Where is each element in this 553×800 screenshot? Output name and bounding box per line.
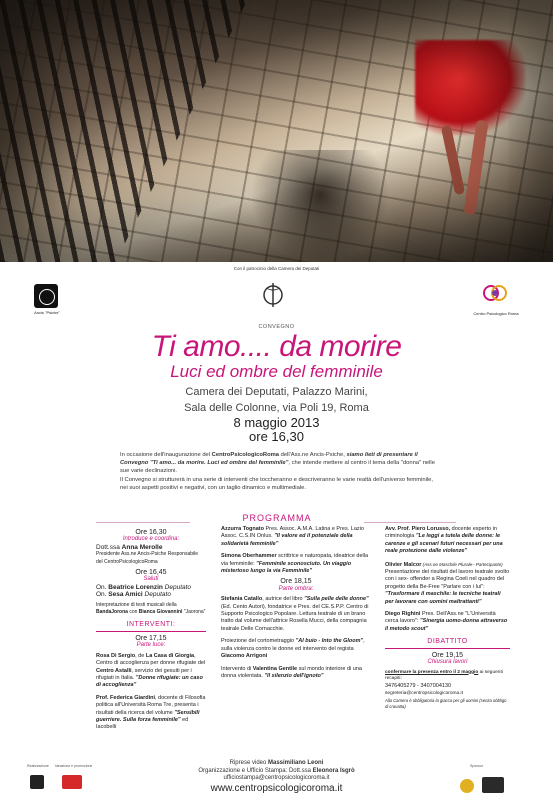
patronage-text: Con il patrocinio della Camera dei Deputati <box>233 266 320 271</box>
rsvp-phone: 3476405279 - 3407004130 <box>385 682 452 689</box>
convegno-label: CONVEGNO <box>258 324 295 330</box>
music-note: Interpretazione di testi musicali della BandaJorona con Bianca Giovannini "Jaorona" <box>96 601 206 616</box>
ancis-logo-icon <box>34 284 58 308</box>
subtitle: Luci ed ombre del femminile <box>170 362 383 381</box>
speaker-block: Rosa Di Sergio, de La Casa di Giorgia, Centro di accoglienza per donne rifugiate del Centro Astalli, servizio dei gesuiti per i rifugiati in Italia. "Donne rifugiate: un caso di accoglienza" <box>96 652 206 689</box>
interventi-heading: INTERVENTI: <box>126 621 176 629</box>
cpr-label: Centro Psicologico Roma <box>473 311 519 316</box>
speaker: On. Beatrice Lorenzin Deputato <box>96 583 192 591</box>
intro-paragraph: Il Convegno si strutturerà in una serie di interventi che toccheranno e descriveranno le varie realtà dell'universo femminile, nei suoi aspetti positivi e negativi, con un taglio dinamico e multimediale. <box>120 477 434 491</box>
press-credit: Organizzazione e Ufficio Stampa: Dott.ssa Eleonora Isgrò <box>198 767 355 774</box>
rsvp-email[interactable]: segreteria@centropsicologicoroma.it <box>385 690 463 696</box>
ideazione-label: Ideazione e promozione <box>55 764 93 768</box>
vignette <box>0 0 553 262</box>
press-email[interactable]: ufficiostampa@centropsicologicoroma.it <box>223 775 330 781</box>
sponsor-label: Sponsor <box>470 764 484 768</box>
time-slot: Ore 17,15 <box>135 634 167 642</box>
section-label: Saluti <box>143 576 159 583</box>
section-label: Introduce e coordina: <box>122 536 180 543</box>
intro-text <box>120 451 436 493</box>
speaker-block: Diego Righini Pres. Dell'Ass.ne "L'Università cerca lavoro": "Sinergia uomo-donna attraverso il metodo scout" <box>385 611 508 632</box>
speaker-block: Azzurra Tognato Pres. Assoc. A.M.A. Latina e Pres. Lazio Assoc. C.S.IN Onlus. "Il valore ed il potenziale della solidarietà femminile" <box>221 526 364 547</box>
section-label: Chiusura lavori <box>427 659 468 666</box>
time-slot: Ore 16,45 <box>135 569 167 577</box>
speaker: Dott.ssa Anna Merolle <box>96 543 163 551</box>
event-date <box>0 416 553 444</box>
time-line: ore 16,30 <box>249 429 304 444</box>
dibattito-heading: DIBATTITO <box>427 638 468 646</box>
speaker-role: Presidente Ass.ne Ancis-Psiche Responsabile del CentroPsicologicoRoma <box>96 551 199 565</box>
speaker-block: Olivier Malcor (Ass.ne Maschile Plurale– Partecipante) Presentazione dei risultati del lavoro teatrale svolto con i sex- offender a Regina Coeli nel quadro del progetto della Be-Free "Parlare con i lui": "Trasformare il maschile: le tecniche teatrali per lavorare con uomini maltrattanti" <box>385 561 510 605</box>
ancis-label: Ancis "Psiche" <box>34 310 60 315</box>
speaker-block: Avv. Prof. Piero Lorusso, docente esperto in criminologia "Le leggi a tutela delle donne: le carenze e gli scenari futuri necessari per una reale protezione dalle violenze" <box>385 526 503 555</box>
intro-paragraph: In occasione dell'inaugurazione del CentroPsicologicoRoma dell'Ass.ne Ancis-Psiche, siamo lieti di presentare il Convegno "Ti amo... da morire. Luci ed ombre del femminile", che intende mettere al centro il tema della "donna" nelle sue varie declinazioni. <box>120 452 435 474</box>
header-photo <box>0 0 553 262</box>
speaker-block: Intervento di Valentina Gentile sul mondo interiore di una donna violentata. "Il silenzio dell'ignoto" <box>221 665 362 679</box>
program-column-2 <box>221 526 371 680</box>
section-label: Parte ombra: <box>278 585 314 592</box>
video-credit: Riprese video Massimiliano Leoni <box>229 760 324 766</box>
rsvp: confermare la presenza entro il 2 maggio ai seguenti recapiti: <box>385 669 503 681</box>
date-line: 8 maggio 2013 <box>233 415 320 430</box>
main-title: Ti amo.... da morire <box>151 330 402 363</box>
speaker-block: Stefania Catallo, autrice del libro "Sulla pelle delle donne" (Ed. Cento Autori), fondatrice e Pres. del CE.S.P.P. Centro di Supporto Psicologico Popolare. Lettura teatrale di un brano tratto dal volume dell'attrice Rosella Mucci, della compagnia teatrale Delle Cornacchie. <box>221 596 369 632</box>
time-slot: Ore 16,30 <box>135 529 167 536</box>
sponsor-logo-icon <box>460 779 474 793</box>
camera-deputati-logo-icon <box>258 280 288 310</box>
program-column-3 <box>385 526 510 709</box>
speaker-block: Simona Oberhammer scrittrice e naturopata, ideatrice della via femminile: "Femminile sconosciuto. Un viaggio misterioso lungo la via Femminile" <box>221 553 369 575</box>
realizzazione-label: Realizzazione <box>27 764 49 768</box>
website-link[interactable]: www.centropsicologicoroma.it <box>210 783 343 794</box>
dress-code-note: Alla Camera è obbligatoria la giacca per gli uomini (senza obbligo di cravatta) <box>385 698 507 709</box>
time-slot: Ore 18,15 <box>280 578 312 586</box>
time-slot: Ore 19,15 <box>431 651 464 659</box>
programma-heading: PROGRAMMA <box>190 513 364 523</box>
section-label: Parte luce: <box>136 642 166 649</box>
venue-line: Sala delle Colonne, via Poli 19, Roma <box>184 402 369 414</box>
speaker: On. Sesa Amici Deputato <box>96 591 171 599</box>
venue-line: Camera dei Deputati, Palazzo Marini, <box>185 386 368 398</box>
venue <box>0 384 553 416</box>
speaker-block: Prof. Federica Giardini, docente di Filosofia politica all'Università Roma Tre, presenta i risultati della ricerca del volume "Sensibili guerriere. Sulla forza femminile" ed Iacobelli <box>96 694 206 731</box>
speaker-block: Proiezione del cortometraggio "Al buio - Into the Gloom", sulla violenza contro le donne ed intervento del regista Giacomo Arrigoni <box>221 638 365 660</box>
centro-psicologico-roma-logo-icon <box>480 282 510 304</box>
sponsor-logo-icon <box>482 777 504 793</box>
program-column-1 <box>96 526 206 732</box>
